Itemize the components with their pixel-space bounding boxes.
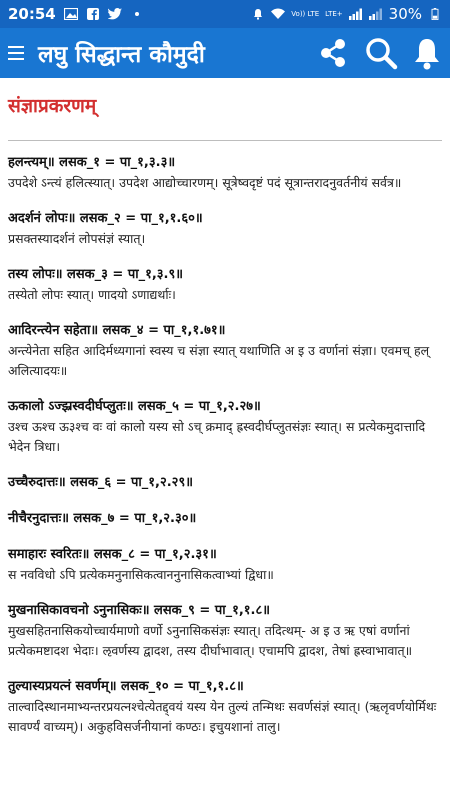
sutra-heading: ऊकालो ऽज्झ्रस्वदीर्घप्लुतः॥ लसक_५ = पा_१,२.२७॥ — [8, 399, 261, 414]
sutra-entry — [8, 397, 442, 457]
sutra-heading: हलन्त्यम्॥ लसक_१ = पा_१,३.३॥ — [8, 155, 176, 170]
app-bar — [0, 28, 450, 78]
network-type-label: Vo)) LTE — [291, 9, 320, 18]
app-title: लघु सिद्धान्त कौमुदी — [38, 42, 205, 68]
sutra-text: तस्येतो लोपः स्यात्। णादयो ऽणाद्यर्थाः। — [8, 287, 176, 302]
sutra-entry — [8, 545, 442, 585]
alarm-icon — [251, 8, 265, 20]
sutra-entry — [8, 509, 442, 529]
status-time: 20:54 — [8, 5, 56, 23]
facebook-icon — [86, 8, 100, 20]
signal-2-icon — [369, 8, 383, 20]
sutra-heading: अदर्शनं लोपः॥ लसक_२ = पा_१,१.६०॥ — [8, 211, 203, 226]
sutra-entry — [8, 321, 442, 381]
sutra-text: प्रसक्तस्यादर्शनं लोपसंज्ञं स्यात्। — [8, 231, 146, 246]
sutra-text: उपदेशे ऽन्त्यं हलित्स्यात्। उपदेश आद्योच्चारणम्। सूत्रेष्वदृष्टं पदं सूत्रान्तरादनुवर्तनीयं सर्वत्र॥ — [8, 175, 402, 190]
sutra-heading: तुल्यास्यप्रयत्नं सवर्णम्॥ लसक_१० = पा_१,१.८॥ — [8, 679, 244, 694]
section-title: संज्ञाप्रकरणम् — [8, 95, 97, 117]
sutra-heading: तस्य लोपः॥ लसक_३ = पा_१,३.९॥ — [8, 267, 184, 282]
sutra-text: ताल्वादिस्थानमाभ्यन्तरप्रयत्नश्चेत्येतद्द्वयं यस्य येन तुल्यं तन्मिथः सवर्णसंज्ञं स्यात्। (ऋलृवर्णयोर्मिथः सावर्ण्यं वाच्यम्)। अकुहविसर्जनीयानां कण्ठः। इचुयशानां तालु। — [8, 699, 437, 734]
sutra-heading: समाहारः स्वरितः॥ लसक_८ = पा_१,२.३१॥ — [8, 547, 217, 562]
status-bar — [0, 0, 450, 28]
menu-icon[interactable] — [8, 42, 30, 64]
lte-label: LTE+ — [325, 9, 343, 18]
content-area[interactable] — [0, 78, 450, 800]
gallery-icon — [64, 8, 78, 20]
sutra-entry — [8, 601, 442, 661]
status-left — [8, 5, 144, 23]
sutra-heading: आदिरन्त्येन सहेता॥ लसक_४ = पा_१,१.७१॥ — [8, 323, 226, 338]
divider — [8, 140, 442, 141]
status-right — [251, 5, 442, 23]
sutra-entry — [8, 473, 442, 493]
sutra-text: स नवविधो ऽपि प्रत्येकमनुनासिकत्वाननुनासिकत्वाभ्यां द्विधा॥ — [8, 567, 274, 582]
share-icon[interactable] — [316, 36, 350, 70]
sutra-heading: नीचैरनुदात्तः॥ लसक_७ = पा_१,२.३०॥ — [8, 511, 197, 526]
sutra-text: अन्त्येनेता सहित आदिर्मध्यगानां स्वस्य च संज्ञा स्यात् यथाणिति अ इ उ वर्णानां संज्ञा। एवमच् हल् अलित्यादयः॥ — [8, 343, 430, 378]
wifi-icon — [271, 8, 285, 20]
sutra-entry — [8, 153, 442, 193]
battery-icon — [428, 8, 442, 20]
app-actions — [316, 36, 442, 70]
bell-icon[interactable] — [412, 36, 442, 70]
sutra-text: उश्च ऊश्च ऊ३श्च वः वां कालो यस्य सो ऽच् क्रमाद् ह्रस्वदीर्घप्लुतसंज्ञः स्यात्। स प्रत्येकमुदात्तादि भेदेन त्रिधा। — [8, 419, 426, 454]
search-icon[interactable] — [364, 36, 398, 70]
twitter-icon — [108, 8, 122, 20]
sutra-entry — [8, 209, 442, 249]
sutra-entry — [8, 677, 442, 737]
sutra-heading: मुखनासिकावचनो ऽनुनासिकः॥ लसक_९ = पा_१,१.८॥ — [8, 603, 271, 618]
notification-dot-icon — [130, 8, 144, 20]
battery-percent: 30% — [388, 5, 422, 23]
sutra-entry — [8, 265, 442, 305]
sutra-text: मुखसहितनासिकयोच्चार्यमाणो वर्णो ऽनुनासिकसंज्ञः स्यात्। तदित्थम्- अ इ उ ऋ एषां वर्णानां प्रत्येकमष्टादश भेदाः। ऌवर्णस्य द्वादश, तस्य दीर्घाभावात्। एचामपि द्वादश, तेषां ह्रस्वाभावात्॥ — [8, 623, 413, 658]
signal-icon — [349, 8, 363, 20]
sutra-heading: उच्चैरुदात्तः॥ लसक_६ = पा_१,२.२९॥ — [8, 475, 193, 490]
